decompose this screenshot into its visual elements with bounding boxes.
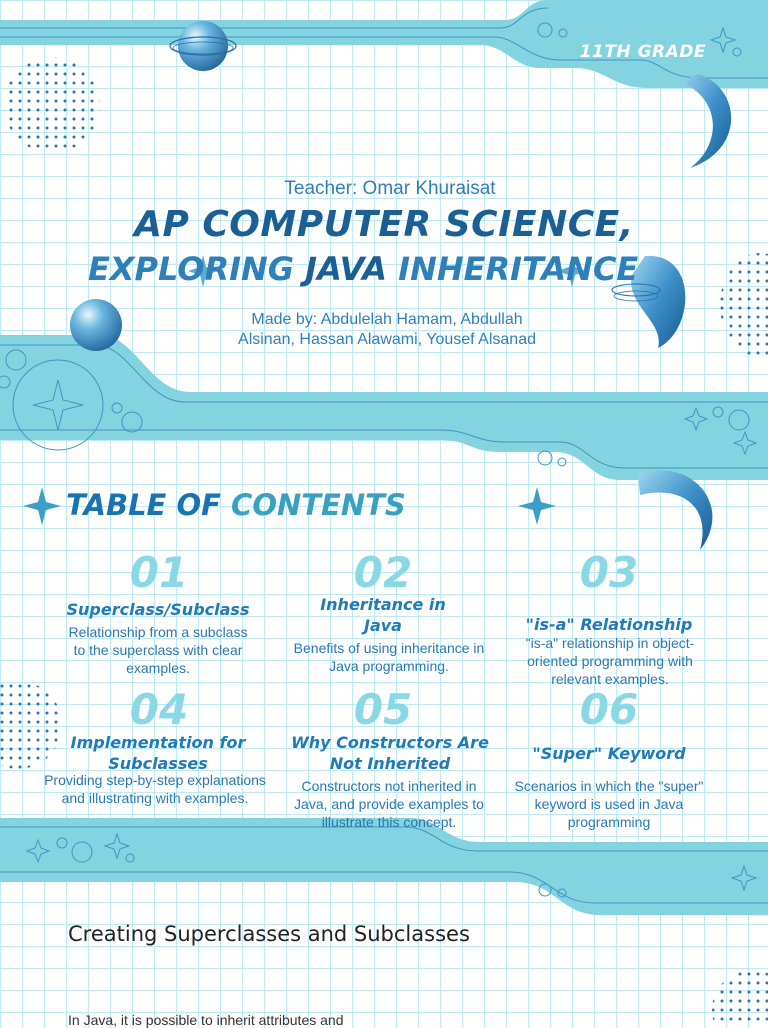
dot-pattern-right	[720, 253, 768, 357]
toc-item-description: Constructors not inherited in Java, and provide examples to illustrate this concept.	[294, 778, 484, 830]
title-word-exploring: EXPLORING	[88, 250, 295, 288]
section-body: In Java, it is possible to inherit attributes and	[68, 1012, 344, 1028]
dot-pattern-top-left	[4, 57, 100, 153]
toc-item-description: Scenarios in which the "super" keyword is used in Java programming	[514, 778, 704, 830]
title-word-inheritance: INHERITANCE	[398, 250, 639, 288]
title-word-java: JAVA	[305, 250, 388, 288]
sparkle-icon	[23, 487, 61, 525]
toc-item-title: "Super" Keyword	[532, 744, 686, 763]
toc-item-title: Implementation for Subclasses	[70, 733, 246, 773]
grade-badge: 11TH GRADE	[579, 42, 706, 62]
page-title-line1: AP COMPUTER SCIENCE,	[134, 204, 634, 245]
toc-number: 06	[579, 685, 639, 734]
toc-item-title: Why Constructors Are Not Inherited	[291, 733, 489, 773]
toc-number: 04	[129, 685, 189, 734]
toc-item-title: Superclass/Subclass	[66, 600, 250, 619]
toc-title	[66, 488, 406, 522]
toc-item-description: Relationship from a subclass to the superclass with clear examples.	[68, 624, 248, 676]
sparkle-icon	[518, 487, 556, 525]
dot-pattern-left	[0, 681, 62, 769]
toc-number: 05	[353, 685, 413, 734]
toc-item-title: "is-a" Relationship	[525, 615, 693, 634]
toc-number: 03	[579, 548, 639, 597]
section-heading: Creating Superclasses and Subclasses	[68, 922, 470, 946]
toc-item-description: Benefits of using inheritance in Java programming.	[293, 640, 485, 674]
toc-title-part1: TABLE OF	[66, 488, 221, 522]
bottom-band	[0, 818, 768, 915]
toc-title-part2: CONTENTS	[231, 488, 406, 522]
dot-pattern-bottom-right	[712, 970, 768, 1024]
toc-number: 02	[353, 548, 413, 597]
sphere-left	[70, 299, 122, 351]
toc-item-description: "is-a" relationship in object-oriented programming with relevant examples.	[525, 635, 695, 687]
crescent-toc	[638, 470, 712, 550]
toc-item-description: Providing step-by-step explanations and illustrating with examples.	[44, 772, 266, 806]
authors: Made by: Abdulelah Hamam, Abdullah Alsinan, Hassan Alawami, Yousef Alsanad	[238, 311, 536, 348]
page-title-line2	[88, 250, 638, 288]
teacher-name: Teacher: Omar Khuraisat	[284, 178, 496, 199]
toc-number: 01	[129, 548, 189, 597]
middle-band	[0, 335, 768, 480]
toc-item-title: Inheritance in Java	[320, 595, 446, 635]
